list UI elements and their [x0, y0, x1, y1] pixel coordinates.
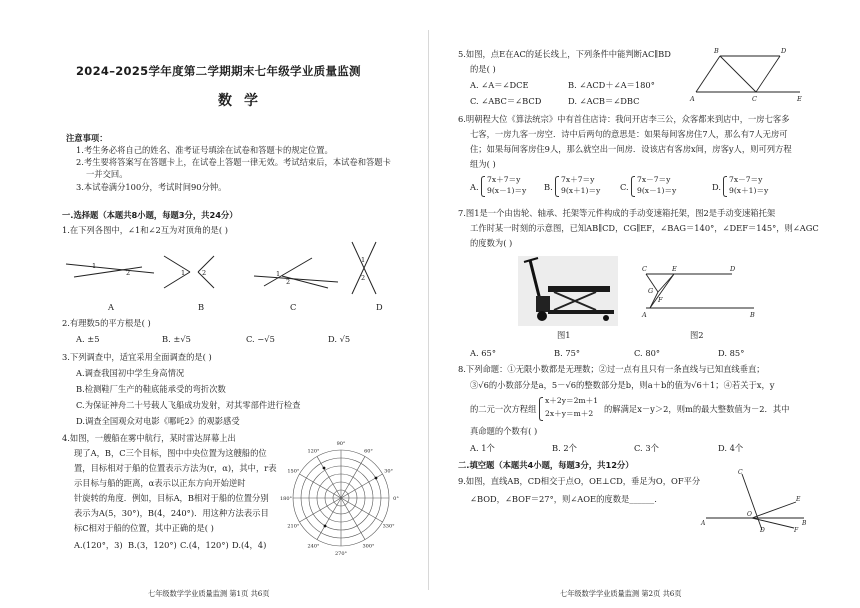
target-b: [324, 525, 327, 528]
radar-spoke: [341, 456, 365, 498]
option-b: B.(3，120°): [128, 540, 177, 550]
point-label: A: [701, 520, 706, 527]
subject-title: 数学: [218, 93, 270, 109]
radar-spoke: [299, 474, 341, 498]
angle-mark: 1: [361, 256, 366, 264]
radar-spoke: [341, 498, 365, 540]
question-stem: 4.如图，一艘船在雾中航行，某时雷达屏幕上出: [62, 433, 236, 443]
radar-degree-label: 210°: [287, 523, 300, 530]
point-label: G: [648, 287, 654, 295]
point-label: C: [738, 469, 743, 476]
q1-figure-c: [254, 258, 338, 288]
notes-heading: 注意事项：: [66, 133, 108, 143]
question-stem: ③√6的小数部分是a，5－√6的整数部分是b，则a＋b的值为√6＋1；④若关于x，y: [470, 380, 775, 390]
q7-figure-2: [644, 262, 764, 322]
question-stem: 真命题的个数有( ): [470, 426, 538, 436]
section-heading: 二.填空题（本题共4小题，每题3分，共12分）: [458, 460, 634, 470]
option-a: A. 1个: [470, 443, 495, 453]
question-stem: 现了A，B，C三个目标，图中中央位置为这艘船的位: [74, 448, 267, 458]
option-c: C.为保证神舟二十号载人飞船成功发射，对其零部件进行检查: [76, 400, 301, 410]
q1-figures: [66, 252, 406, 302]
question-stem: 的解满足x－y＞2，则m的最大整数值为－2．其中: [604, 404, 790, 414]
option-label: C: [290, 302, 297, 312]
target-c: [323, 467, 326, 470]
radar-degree-label: 240°: [307, 543, 320, 550]
radar-figure: [266, 438, 416, 558]
page-footer: 七年级数学学业质量监测 第1页 共6页: [148, 589, 270, 598]
radar-degree-label: 330°: [382, 523, 395, 530]
option-a: A. ∠A＝∠DCE: [470, 80, 529, 90]
radar-spoke: [317, 498, 341, 540]
option-d: D. √5: [328, 334, 351, 344]
point-label: F: [794, 527, 799, 534]
q9-figure: [701, 468, 808, 534]
question-stem: 的度数为( ): [470, 238, 513, 248]
radar-degree-label: 60°: [364, 448, 373, 455]
option-d: D.(4，4): [232, 540, 267, 550]
question-stem: 针旋转的角度．例如，目标A，B相对于船的位置分别: [74, 493, 269, 503]
notes-item: 2.考生要将答案写在答题卡上，在试卷上答题一律无效。考试结束后，本试卷和答题卡: [76, 157, 391, 167]
option-d: D.调查全国观众对电影《哪吒2》的观影感受: [76, 416, 240, 426]
question-stem: 3.下列调查中，适宜采用全面调查的是( ): [62, 352, 212, 362]
option-b: B.检测鞋厂生产的鞋底能承受的弯折次数: [76, 384, 226, 394]
figure-caption: 图1: [557, 330, 571, 340]
equation: x＋2y＝2m＋1: [545, 396, 599, 405]
radar-spoke: [341, 498, 383, 522]
target-a: [375, 477, 378, 480]
option-a: A.(120°，3): [74, 540, 123, 550]
question-stem: 2.有理数5的平方根是( ): [62, 318, 151, 328]
q1-figure-d: [352, 242, 376, 294]
equation: 9(x－1)＝y: [487, 186, 527, 195]
angle-mark: 2: [361, 274, 366, 282]
point-label: B: [714, 47, 719, 55]
radar-degree-label: 180°: [279, 496, 293, 502]
option-d: D. 85°: [718, 348, 745, 358]
point-label: E: [796, 496, 801, 503]
page-divider: [428, 30, 429, 590]
option-b: B. 2个: [552, 443, 577, 453]
system-brace: [481, 176, 485, 197]
point-label: D: [730, 265, 736, 273]
question-stem: 5.如图，点E在AC的延长线上，下列条件中能判断AC∥BD: [458, 49, 671, 59]
option-label: B: [198, 302, 205, 312]
radar-spoke: [299, 498, 341, 522]
section-heading: 一.选择题（本题共8小题，每题3分，共24分）: [62, 210, 238, 220]
option-c: C. 3个: [634, 443, 659, 453]
notes-item: 一并交回。: [86, 169, 128, 179]
q1-figure-b: [164, 256, 214, 288]
question-stem: ∠BOD，∠BOF＝27°，则∠AOE的度数是______.: [470, 494, 657, 504]
point-label: A: [690, 95, 695, 103]
option-c: C. 80°: [634, 348, 661, 358]
radar-degree-label: 120°: [307, 448, 320, 455]
equation: 9(x＋1)＝y: [561, 186, 601, 195]
point-label: A: [642, 311, 647, 319]
radar-degree-label: 90°: [336, 441, 346, 447]
point-label: D: [781, 47, 787, 55]
option-a: A. ±5: [76, 334, 100, 344]
option-a: A.调查我国初中学生身高情况: [76, 368, 185, 378]
q1-figure-a: [66, 262, 154, 277]
option-b: B. 75°: [554, 348, 581, 358]
pallet-jack-image: [518, 256, 618, 326]
radar-degree-label: 0°: [393, 496, 399, 502]
option-letter: C.: [620, 182, 629, 192]
question-stem: 组为( ): [470, 159, 496, 169]
point-label: E: [797, 95, 802, 103]
option-d: D. 4个: [718, 443, 744, 453]
equation: 7x＋7＝y: [561, 175, 595, 184]
q5-figure: [690, 44, 804, 104]
radar-degree-label: 270°: [334, 551, 348, 557]
question-stem: 表示为A(5，30°)，B(4，240°)．用这种方法表示目: [74, 508, 269, 518]
point-label: B: [750, 311, 755, 319]
equation: 2x＋y＝m＋2: [545, 409, 594, 418]
question-stem: 7.图1是一个由齿轮、轴承、托架等元件构成的手动变速箱托架，图2是手动变速箱托架: [458, 208, 776, 218]
point-label: D: [760, 527, 765, 534]
option-c: C.(4，120°): [180, 540, 229, 550]
option-label: D: [376, 302, 383, 312]
point-label: E: [672, 265, 677, 273]
radar-spoke: [317, 456, 341, 498]
system-brace: [555, 176, 559, 197]
radar-degree-label: 300°: [362, 543, 375, 550]
option-c: C. −√5: [246, 334, 275, 344]
option-b: B. ±√5: [162, 334, 191, 344]
equation: 7x－7＝y: [637, 175, 671, 184]
option-d: D. ∠ACB＝∠DBC: [568, 96, 640, 106]
system-brace: [631, 176, 635, 197]
angle-mark: 1: [181, 269, 186, 277]
question-stem: 工作时某一时刻的示意图，已知AB∥CD，CG∥EF，∠BAG＝140°，∠DEF＝145°，则∠AGC: [470, 223, 819, 233]
equation: 7x＋7＝y: [487, 175, 521, 184]
equation: 9(x－1)＝y: [637, 186, 677, 195]
point-label: C: [752, 95, 757, 103]
option-letter: D.: [712, 182, 721, 192]
notes-item: 1.考生务必将自己的姓名、准考证号填涂在试卷和答题卡的规定位置。: [76, 145, 333, 155]
angle-mark: 1: [276, 270, 281, 278]
option-letter: B.: [544, 182, 553, 192]
question-stem: 标C相对于船的位置，其中正确的是( ): [74, 523, 214, 533]
option-c: C. ∠ABC＝∠BCD: [470, 96, 542, 106]
point-label: O: [747, 511, 752, 518]
angle-mark: 2: [202, 269, 207, 277]
option-letter: A.: [470, 182, 479, 192]
point-label: F: [658, 296, 663, 304]
option-a: A. 65°: [470, 348, 496, 358]
angle-mark: 2: [286, 278, 291, 286]
notes-item: 3.本试卷满分100分，考试时间90分钟。: [76, 182, 227, 192]
question-stem: 9.如图，直线AB，CD相交于点O，OE⊥CD，垂足为O，OF平分: [458, 476, 701, 486]
question-stem: 的二元一次方程组: [470, 404, 537, 414]
option-label: A: [108, 302, 114, 312]
question-stem: 示目标与船的距离，α表示以正东方向开始逆时: [74, 478, 246, 488]
angle-mark: 2: [126, 269, 131, 277]
angle-mark: 1: [92, 262, 97, 270]
figure-caption: 图2: [690, 330, 704, 340]
exam-title: 2024–2025学年度第二学期期末七年级学业质量监测: [76, 64, 361, 78]
question-stem: 8.下列命题：①无限小数都是无理数；②过一点有且只有一条直线与已知直线垂直；: [458, 364, 765, 374]
radar-degree-label: 150°: [287, 468, 300, 475]
system-brace: [723, 176, 727, 197]
question-stem: 的是( ): [470, 64, 496, 74]
radar-degree-label: 30°: [384, 468, 394, 475]
point-label: B: [802, 520, 807, 527]
point-label: C: [642, 265, 647, 273]
system-brace: [539, 397, 543, 421]
question-stem: 1.在下列各图中，∠1和∠2互为对顶角的是( ): [62, 225, 228, 235]
question-stem: 置，目标相对于船的位置表示方法为(r，α)，其中，r表: [74, 463, 277, 473]
question-stem: 6.明朝程大位《算法统宗》中有首住店诗：我问开店李三公，众客都来到店中，一房七客多: [458, 114, 790, 124]
page-footer: 七年级数学学业质量监测 第2页 共6页: [560, 589, 682, 598]
equation: 9(x＋1)＝y: [729, 186, 769, 195]
question-stem: 七客，一房九客一房空．诗中后两句的意思是：如果每间客房住7人，那么有7人无房可: [470, 129, 788, 139]
radar-spokes: [293, 450, 389, 546]
equation: 7x－7＝y: [729, 175, 763, 184]
question-stem: 住；如果每间客房住9人，那么就空出一间房．设该店有客房x间，房客y人，则可列方程: [470, 144, 792, 154]
option-b: B. ∠ACD＋∠A＝180°: [568, 80, 655, 90]
